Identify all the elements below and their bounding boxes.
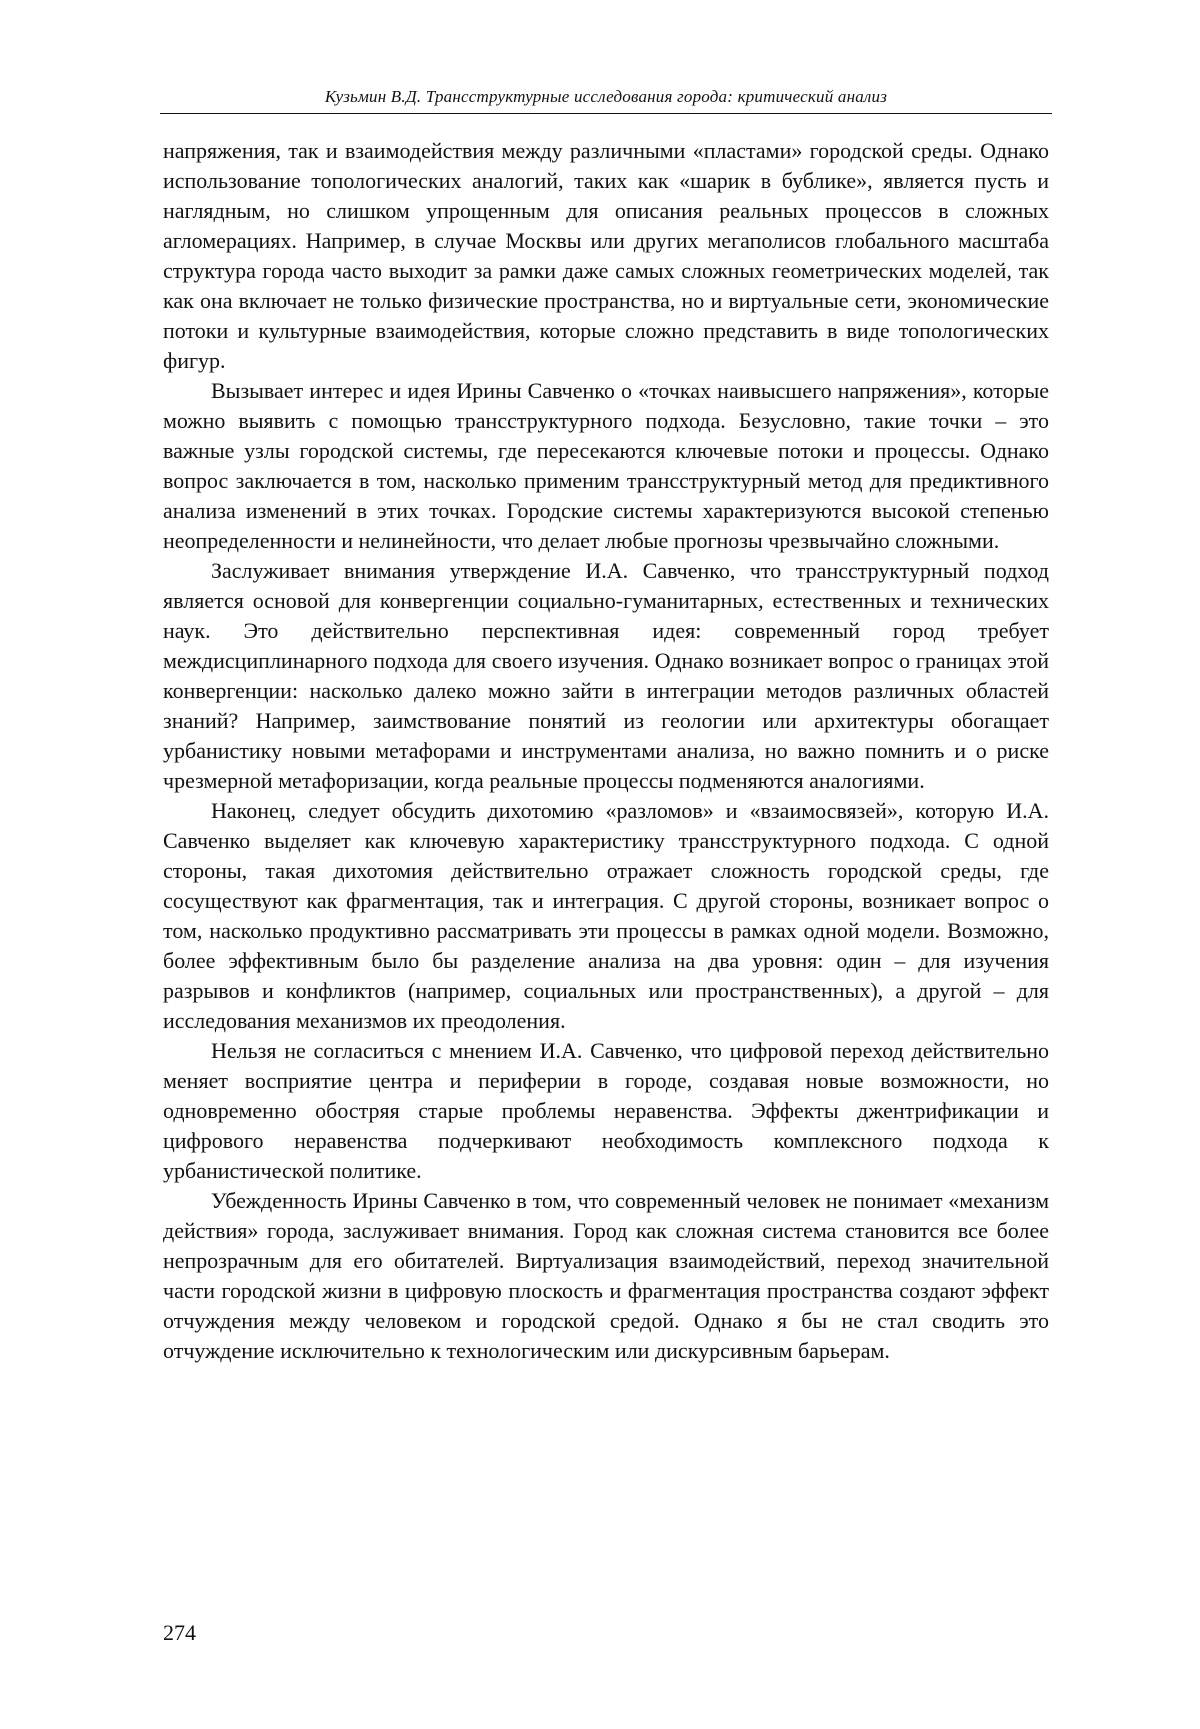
paragraph-1: напряжения, так и взаимодействия между различными «пластами» городской среды. Однако использование топологических аналогий, таких как «шарик в бублике», является пусть и наглядным, но слишком упрощенным для описания реальных процессов в сложных агломерациях. Например, в случае Москвы или других мегаполисов глобального масштаба структура города часто выходит за рамки даже самых сложных геометрических моделей, так как она включает не только физические пространства, но и виртуальные сети, экономические потоки и культурные взаимодействия, которые сложно представить в виде топологических фигур. [163,138,1049,373]
header-rule [160,113,1052,114]
paragraph-5: Нельзя не согласиться с мнением И.А. Савченко, что цифровой переход действительно меняет восприятие центра и периферии в городе, создавая новые возможности, но одновременно обостряя старые проблемы неравенства. Эффекты джентрификации и цифрового неравенства подчеркивают необходимость комплексного подхода к урбанистической политике. [163,1038,1049,1183]
paragraph-6: Убежденность Ирины Савченко в том, что современный человек не понимает «механизм действия» города, заслуживает внимания. Город как сложная система становится все более непрозрачным для его обитателей. Виртуализация взаимодействий, переход значительной части городской жизни в цифровую плоскость и фрагментация пространства создают эффект отчуждения между человеком и городской средой. Однако я бы не стал сводить это отчуждение исключительно к технологическим или дискурсивным барьерам. [163,1188,1049,1363]
paragraph-2: Вызывает интерес и идея Ирины Савченко о «точках наивысшего напряжения», которые можно выявить с помощью трансструктурного подхода. Безусловно, такие точки – это важные узлы городской системы, где пересекаются ключевые потоки и процессы. Однако вопрос заключается в том, насколько применим трансструктурный метод для предиктивного анализа изменений в этих точках. Городские системы характеризуются высокой степенью неопределенности и нелинейности, что делает любые прогнозы чрезвычайно сложными. [163,378,1049,553]
page-number: 274 [163,1620,196,1645]
paragraph-3: Заслуживает внимания утверждение И.А. Савченко, что трансструктурный подход является основой для конвергенции социально-гуманитарных, естественных и технических наук. Это действительно перспективная идея: современный город требует междисциплинарного подхода для своего изучения. Однако возникает вопрос о границах этой конвергенции: насколько далеко можно зайти в интеграции методов различных областей знаний? Например, заимствование понятий из геологии или архитектуры обогащает урбанистику новыми метафорами и инструментами анализа, но важно помнить и о риске чрезмерной метафоризации, когда реальные процессы подменяются аналогиями. [163,558,1049,793]
running-header: Кузьмин В.Д. Трансструктурные исследования города: критический анализ [324,87,888,106]
article-body [163,136,1049,1366]
paragraph-4: Наконец, следует обсудить дихотомию «разломов» и «взаимосвязей», которую И.А. Савченко выделяет как ключевую характеристику трансструктурного подхода. С одной стороны, такая дихотомия действительно отражает сложность городской среды, где сосуществуют как фрагментация, так и интеграция. С другой стороны, возникает вопрос о том, насколько продуктивно рассматривать эти процессы в рамках одной модели. Возможно, более эффективным было бы разделение анализа на два уровня: один – для изучения разрывов и конфликтов (например, социальных или пространственных), а другой – для исследования механизмов их преодоления. [163,798,1049,1033]
